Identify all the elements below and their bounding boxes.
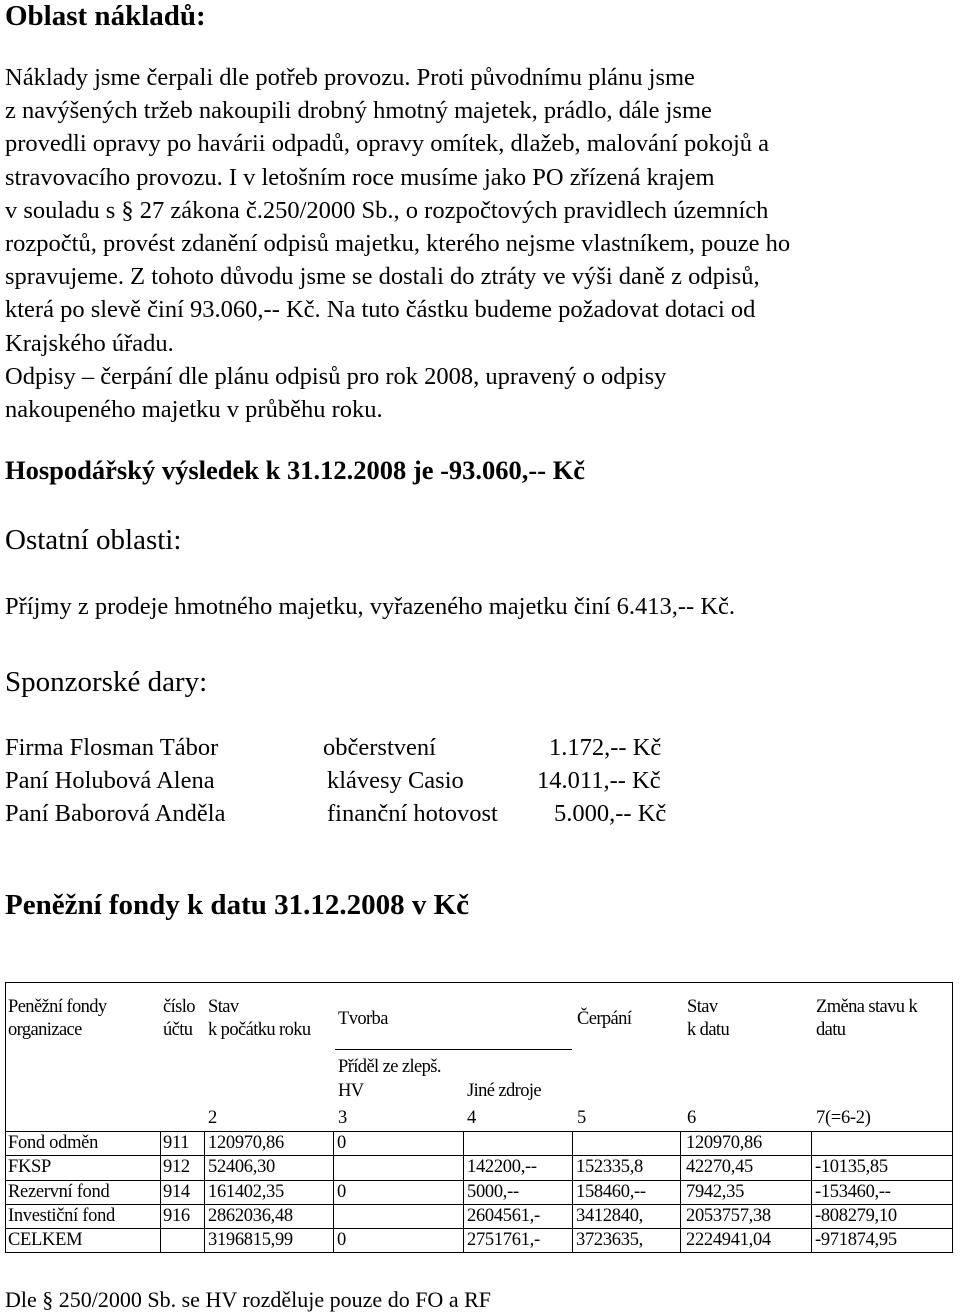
col-number: 7(=6-2) [816, 1108, 871, 1128]
table-cell-pocatek: 52406,30 [208, 1157, 275, 1177]
table-border [160, 1131, 161, 1253]
col-number: 5 [577, 1108, 586, 1128]
heading-penezni-fondy: Peněžní fondy k datu 31.12.2008 v Kč [5, 889, 470, 921]
paragraph-line: která po slevě činí 93.060,-- Kč. Na tuto částku budeme požadovat dotaci od [5, 296, 756, 324]
table-border [952, 982, 953, 1253]
sponzor-amount: 1.172,-- Kč [549, 734, 662, 761]
header-stav-pocatek: Stav [208, 997, 239, 1017]
table-cell-ucet: 912 [163, 1157, 190, 1177]
table-border [335, 1049, 572, 1050]
table-cell-jine: 2604561,- [467, 1206, 540, 1226]
col-number: 6 [687, 1108, 696, 1128]
table-cell-pridel: 0 [337, 1230, 346, 1250]
table-border [204, 1131, 205, 1253]
paragraph-line: z navýšených tržeb nakoupili drobný hmotný majetek, prádlo, dále jsme [5, 97, 712, 125]
header-cislo: účtu [163, 1020, 193, 1040]
paragraph-line: provedli opravy po havárii odpadů, opravy omítek, dlažeb, malování pokojů a [5, 130, 770, 158]
table-border [680, 1131, 681, 1253]
table-cell-zmena: -10135,85 [815, 1157, 888, 1177]
header-zmena: Změna stavu k [816, 997, 918, 1017]
table-cell-stav: 120970,86 [686, 1133, 762, 1153]
header-stav-datu: k datu [687, 1020, 730, 1040]
table-border [333, 1131, 334, 1253]
header-tvorba: Tvorba [338, 1009, 388, 1029]
header-pridel: HV [338, 1081, 364, 1101]
sponzor-name: Paní Baborová Anděla [5, 800, 226, 827]
header-cislo: číslo [163, 997, 195, 1017]
paragraph-line: rozpočtů, provést zdanění odpisů majetku, kterého nejsme vlastníkem, pouze ho [5, 230, 791, 258]
table-cell-stav: 7942,35 [686, 1182, 745, 1202]
header-cerpani: Čerpání [577, 1009, 632, 1029]
heading-sponzorske-dary: Sponzorské dary: [5, 666, 208, 698]
table-cell-stav: 2224941,04 [686, 1230, 771, 1250]
paragraph-line: stravovacího provozu. I v letošním roce musíme jako PO zřízená krajem [5, 163, 715, 191]
table-cell-pocatek: 3196815,99 [208, 1230, 293, 1250]
table-cell-zmena: -808279,10 [815, 1206, 897, 1226]
table-border [463, 1131, 464, 1253]
table-cell-stav: 42270,45 [686, 1157, 753, 1177]
sponzor-item: klávesy Casio [327, 767, 464, 794]
table-border [5, 982, 953, 983]
sponzor-name: Paní Holubová Alena [5, 767, 215, 794]
header-stav-datu: Stav [687, 997, 718, 1017]
table-cell-cerpani: 158460,-- [576, 1182, 646, 1202]
table-border [5, 982, 6, 1253]
footer-note: Dle § 250/2000 Sb. se HV rozděluje pouze do FO a RF [5, 1287, 491, 1312]
table-cell-name: Investiční fond [8, 1206, 115, 1226]
table-cell-stav: 2053757,38 [686, 1206, 771, 1226]
sponzor-amount: 5.000,-- Kč [554, 800, 667, 827]
table-cell-name: FKSP [8, 1157, 52, 1177]
table-cell-cerpani: 152335,8 [576, 1157, 643, 1177]
table-cell-cerpani: 3412840, [576, 1206, 643, 1226]
col-number: 3 [338, 1108, 347, 1128]
paragraph-line: Krajského úřadu. [5, 329, 174, 357]
header-jine-zdroje: Jiné zdroje [467, 1081, 542, 1101]
table-border [572, 1131, 573, 1253]
paragraph-line: nakoupeného majetku v průběhu roku. [5, 396, 383, 424]
table-cell-pocatek: 120970,86 [208, 1133, 284, 1153]
paragraph-line: Odpisy – čerpání dle plánu odpisů pro rok 2008, upravený o odpisy [5, 362, 667, 390]
header-pridel: Příděl ze zlepš. [338, 1057, 441, 1077]
table-border [811, 1131, 812, 1253]
table-cell-zmena: -153460,-- [815, 1182, 891, 1202]
naklady-paragraph [5, 61, 945, 426]
paragraph-line: spravujeme. Z tohoto důvodu jsme se dostali do ztráty ve výši daně z odpisů, [5, 263, 760, 291]
table-cell-name: Fond odměn [8, 1133, 99, 1153]
header-stav-pocatek: k počátku roku [208, 1020, 311, 1040]
table-cell-name: Rezervní fond [8, 1182, 110, 1202]
table-cell-ucet: 911 [163, 1133, 190, 1153]
sponzor-name: Firma Flosman Tábor [5, 734, 219, 761]
paragraph-line: v souladu s § 27 zákona č.250/2000 Sb., o rozpočtových pravidlech územních [5, 196, 769, 224]
table-cell-jine: 2751761,- [467, 1230, 540, 1250]
header-fondy: Peněžní fondy [8, 997, 107, 1017]
hospodarsky-vysledek: Hospodářský výsledek k 31.12.2008 je -93.060,-- Kč [5, 455, 586, 485]
sponzor-amount: 14.011,-- Kč [537, 767, 661, 794]
table-cell-ucet: 916 [163, 1206, 190, 1226]
table-cell-pridel: 0 [337, 1133, 346, 1153]
col-number: 2 [208, 1108, 217, 1128]
paragraph-line: Náklady jsme čerpali dle potřeb provozu. Proti původnímu plánu jsme [5, 64, 695, 91]
header-zmena: datu [816, 1020, 846, 1040]
table-cell-pridel: 0 [337, 1182, 346, 1202]
sponzor-item: občerstvení [323, 734, 436, 761]
table-cell-zmena: -971874,95 [815, 1230, 897, 1250]
heading-ostatni-oblasti: Ostatní oblasti: [5, 524, 182, 556]
table-cell-pocatek: 2862036,48 [208, 1206, 293, 1226]
ostatni-text: Příjmy z prodeje hmotného majetku, vyřazeného majetku činí 6.413,-- Kč. [5, 593, 736, 620]
sponzor-item: finanční hotovost [327, 800, 498, 827]
table-cell-pocatek: 161402,35 [208, 1182, 284, 1202]
table-cell-ucet: 914 [163, 1182, 190, 1202]
heading-oblast-nakladu: Oblast nákladů: [5, 0, 206, 32]
header-fondy: organizace [8, 1020, 82, 1040]
col-number: 4 [467, 1108, 476, 1128]
table-cell-name: CELKEM [8, 1230, 83, 1250]
table-cell-cerpani: 3723635, [576, 1230, 643, 1250]
table-cell-jine: 142200,-- [467, 1157, 537, 1177]
table-cell-jine: 5000,-- [467, 1182, 519, 1202]
